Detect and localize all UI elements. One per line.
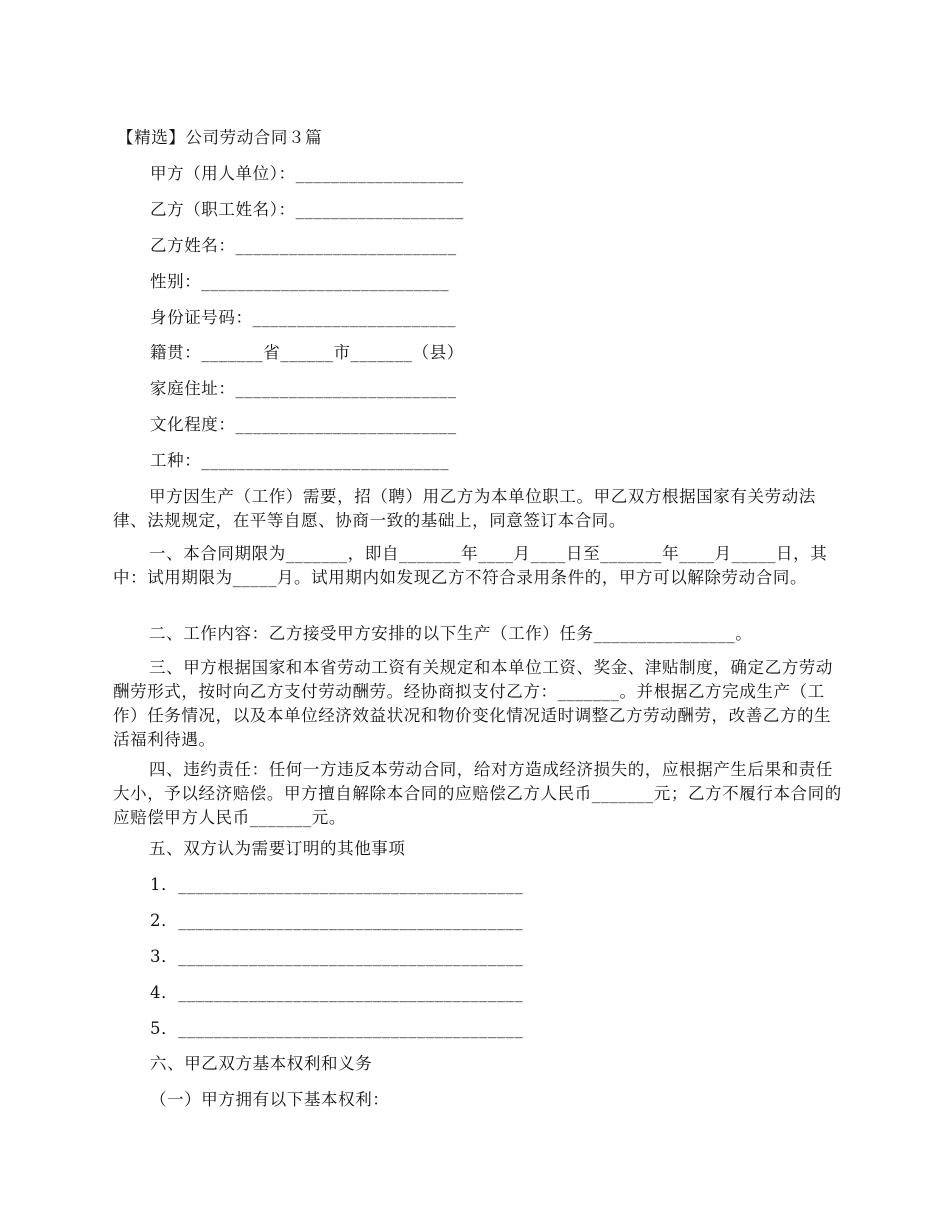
paragraph-clause-5: 五、双方认为需要订明的其他事项: [149, 839, 406, 858]
paragraph-intro: 甲方因生产（工作）需要，招（聘）用乙方为本单位职工。甲乙双方根据国家有关劳动法律、法规规定，在平等自愿、协商一致的基础上，同意签订本合同。: [113, 487, 816, 530]
paragraph-clause-4: 四、违约责任：任何一方违反本劳动合同，给对方造成经济损失的，应根据产生后果和责任大小，予以经济赔偿。甲方擅自解除本合同的应赔偿乙方人民币_______元；乙方不履行本合同的应赔偿甲方人民币_______元。: [113, 760, 842, 827]
section-heading-6: 六、甲乙双方基本权利和义务: [150, 1054, 373, 1073]
list-item: 2．_______________________________________: [150, 911, 524, 930]
field-gender: 性别：____________________________: [150, 272, 450, 291]
paragraph-clause-2: 二、工作内容：乙方接受甲方安排的以下生产（工作）任务________________。: [149, 624, 753, 643]
list-item: 5．_______________________________________: [150, 1019, 524, 1038]
document-title: 【精选】公司劳动合同３篇: [117, 128, 323, 147]
field-education: 文化程度：_________________________: [150, 415, 457, 434]
paragraph-clause-1: 一、本合同期限为_______，即自_______年____月____日至_______年____月_____日，其中：试用期限为_____月。试用期内如发现乙方不符合录用条件的，甲方可以解除劳动合同。: [113, 544, 828, 587]
list-item: 1．_______________________________________: [150, 875, 524, 894]
field-id-number: 身份证号码：_______________________: [150, 308, 457, 327]
subsection-heading-1: （一）甲方拥有以下基本权利：: [150, 1090, 390, 1109]
field-job-type: 工种：____________________________: [150, 451, 450, 470]
list-item: 4．_______________________________________: [150, 983, 524, 1002]
field-party-a: 甲方（用人单位）：___________________: [150, 164, 464, 183]
list-item: 3．_______________________________________: [150, 947, 524, 966]
field-party-b: 乙方（职工姓名）：___________________: [150, 200, 464, 219]
field-native-place: 籍贯：_______省______市_______（县）: [150, 343, 464, 362]
field-home-address: 家庭住址：_________________________: [150, 379, 457, 398]
field-name: 乙方姓名：_________________________: [150, 236, 457, 255]
paragraph-clause-3: 三、甲方根据国家和本省劳动工资有关规定和本单位工资、奖金、津贴制度，确定乙方劳动酬劳形式，按时向乙方支付劳动酬劳。经协商拟支付乙方：_______。并根据乙方完成生产（工作）任务情况，以及本单位经济效益状况和物价变化情况适时调整乙方劳动酬劳，改善乙方的生活福利待遇。: [113, 658, 833, 749]
